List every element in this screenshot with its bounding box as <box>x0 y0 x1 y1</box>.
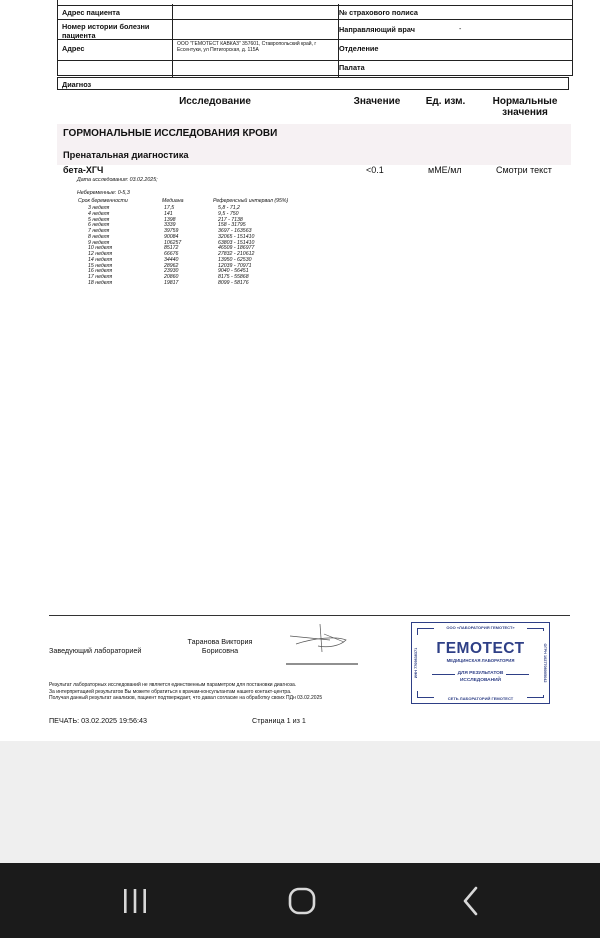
ref-week: 4 неделя <box>88 210 110 217</box>
ward-value <box>459 61 572 75</box>
stamp-for-results-line1: ДЛЯ РЕЗУЛЬТАТОВ <box>455 671 507 676</box>
page-number: Страница 1 из 1 <box>252 716 306 725</box>
ref-range: 27832 - 210612 <box>218 251 255 257</box>
signatory-role: Заведующий лабораторией <box>49 646 142 655</box>
department-value <box>459 40 572 60</box>
ref-range: 9040 - 56451 <box>218 268 249 275</box>
ref-median: 28962 <box>164 262 179 269</box>
ref-median: 90084 <box>164 233 179 240</box>
ref-range: 8099 - 58176 <box>218 279 249 286</box>
department-label: Отделение <box>339 44 379 53</box>
stamp-left-text: ИНН 7709838371 <box>414 635 418 691</box>
subsection-title: Пренатальная диагностика <box>57 146 571 165</box>
patient-info-table <box>57 0 573 76</box>
home-icon <box>288 887 316 915</box>
back-icon <box>461 886 481 916</box>
insurance-label: № страхового полиса <box>339 8 418 17</box>
ref-range: 217 - 7138 <box>218 216 243 223</box>
navigation-bar <box>0 863 600 938</box>
test-value: <0.1 <box>366 165 384 175</box>
ward-left-value <box>173 61 339 75</box>
ref-range: 12039 - 70971 <box>218 262 252 269</box>
stamp-for-results <box>412 671 549 676</box>
ref-week: 3 неделя <box>88 205 110 211</box>
diagnosis-box <box>57 77 569 90</box>
referring-doctor-label: Направляющий врач <box>339 25 415 34</box>
ref-median: 106257 <box>164 239 182 246</box>
lab-stamp <box>411 622 550 704</box>
stamp-inner-border <box>417 628 544 698</box>
ref-week: 8 неделя <box>88 233 110 240</box>
ref-header-period: Срок беременности <box>78 198 128 204</box>
ref-median: 17,5 <box>164 205 175 211</box>
address-row <box>58 39 572 60</box>
referring-doctor-value: - <box>459 26 462 33</box>
address-label: Адрес <box>62 44 85 53</box>
ref-week: 16 неделя <box>88 268 113 275</box>
disclaimer-line: За интерпретацией результатов Вы можете обратиться к врачам-консультантам нашего контакт-центра. <box>49 688 292 695</box>
ref-week: 17 неделя <box>88 274 113 280</box>
ref-range: 9,5 - 750 <box>218 210 239 217</box>
ward-label: Палата <box>339 63 365 72</box>
test-unit: мМЕ/мл <box>428 165 462 175</box>
patient-address-row <box>58 5 572 19</box>
stamp-brand: ГЕМОТЕСТ <box>436 640 525 657</box>
section-title: ГОРМОНАЛЬНЫЕ ИССЛЕДОВАНИЯ КРОВИ <box>57 124 571 146</box>
ref-header-median: Медиана <box>162 198 184 204</box>
ref-median: 85172 <box>164 245 179 252</box>
recent-apps-button[interactable] <box>95 863 175 938</box>
ref-range: 46509 - 186977 <box>218 245 255 252</box>
ref-week: 5 неделя <box>88 216 110 223</box>
ref-range: 63803 - 151410 <box>218 239 255 246</box>
ref-week: 14 неделя <box>88 256 113 263</box>
ref-week: 18 неделя <box>88 279 113 286</box>
header-divider <box>172 4 173 77</box>
ref-median: 3339 <box>164 222 176 229</box>
history-value <box>173 20 339 39</box>
header-divider <box>338 4 339 77</box>
stamp-subtitle: МЕДИЦИНСКАЯ ЛАБОРАТОРИЯ <box>446 658 515 663</box>
stamp-for-results-line2: ИССЛЕДОВАНИЙ <box>459 678 502 683</box>
address-value: ООО "ГЕМОТЕСТ КАВКАЗ" 357601, Ставропольский край, г Ессентуки, ул Пятигорская, д. 115А <box>177 41 317 53</box>
signature-image <box>284 620 362 668</box>
stamp-top-text: ООО «ЛАБОРАТОРИЯ ГЕМОТЕСТ» <box>434 625 527 630</box>
ref-range: 13950 - 62530 <box>218 256 252 263</box>
back-button[interactable] <box>431 863 511 938</box>
ref-median: 23930 <box>164 268 179 275</box>
stamp-bottom-text: СЕТЬ ЛАБОРАТОРИЙ ГЕМОТЕСТ <box>434 696 527 701</box>
patient-address-label: Адрес пациента <box>62 8 120 17</box>
ref-week: 15 неделя <box>88 262 113 269</box>
column-header-normal: Нормальные значения <box>492 96 558 118</box>
column-header-value: Значение <box>353 96 401 107</box>
ref-range: 5,8 - 71,2 <box>218 205 240 211</box>
ref-range: 8175 - 55868 <box>218 274 249 280</box>
non-pregnant-note: Небеременные: 0-5,3 <box>77 190 130 196</box>
ref-week: 9 неделя <box>88 239 110 246</box>
column-header-unit: Ед. изм. <box>425 96 466 107</box>
ref-median: 1398 <box>164 216 176 223</box>
stamp-right-text: ОГРН 1027708005642 <box>543 631 547 695</box>
diagnosis-label: Диагноз <box>62 80 92 89</box>
patient-address-value <box>173 6 339 19</box>
ref-median: 66676 <box>164 251 179 257</box>
ref-median: 39759 <box>164 228 179 234</box>
footer-divider <box>49 615 570 616</box>
column-header-test: Исследование <box>179 96 251 107</box>
recent-apps-icon <box>122 888 148 914</box>
test-date-note: Дата исследования: 03.02.2025; <box>77 177 158 183</box>
ref-week: 7 неделя <box>88 228 110 234</box>
ref-median: 34440 <box>164 256 179 263</box>
disclaimer-text <box>49 682 399 702</box>
ref-week: 10 неделя <box>88 245 113 252</box>
ref-median: 19817 <box>164 279 179 286</box>
ref-header-interval: Референсный интервал (95%) <box>213 198 289 204</box>
print-timestamp: ПЕЧАТЬ: 03.02.2025 19:56:43 <box>49 716 148 725</box>
ref-week: 6 неделя <box>88 222 110 229</box>
ref-range: 32065 - 151410 <box>218 233 255 240</box>
disclaimer-line: Получая данный результат анализов, пациент подтверждает, что давал согласие на обработку своих ПДн 03.02.2025 <box>49 695 323 701</box>
test-name: бета-ХГЧ <box>63 165 104 175</box>
ref-range: 3697 - 163563 <box>218 228 252 234</box>
insurance-value <box>459 6 572 19</box>
ward-row <box>58 60 572 75</box>
signatory-name: Таранова Виктория Борисовна <box>187 637 253 655</box>
ward-left-label <box>58 61 173 75</box>
ref-range: 158 - 31795 <box>218 222 246 229</box>
home-button[interactable] <box>262 863 342 938</box>
ref-median: 141 <box>164 210 173 217</box>
ref-median: 20860 <box>164 274 179 280</box>
test-normal: Смотри текст <box>496 165 552 175</box>
history-label: Номер истории болезни пациента <box>62 22 150 40</box>
disclaimer-line: Результат лабораторных исследований не является единственным параметром для постановки диагноза. <box>49 682 297 688</box>
ref-week: 12 неделя <box>88 251 113 257</box>
history-row <box>58 19 572 39</box>
